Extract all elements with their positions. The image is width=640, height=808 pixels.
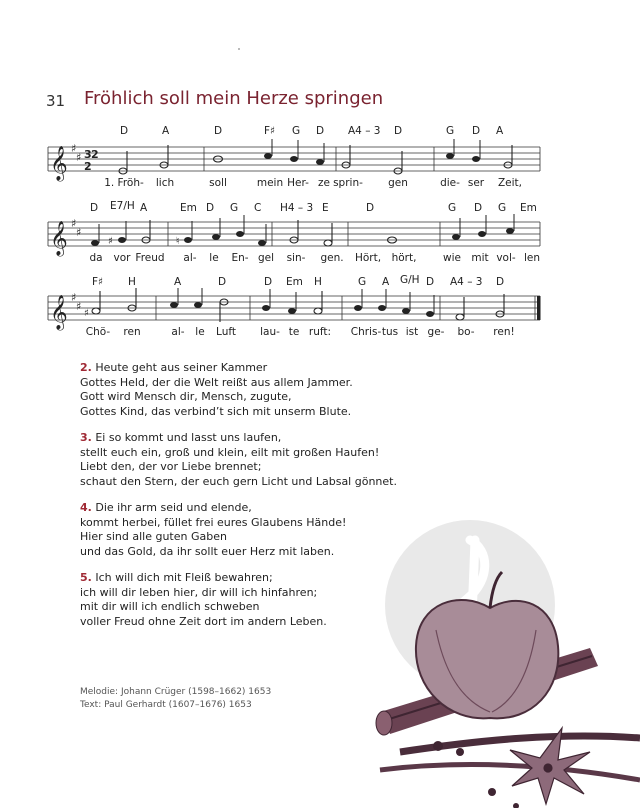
chord: D	[264, 276, 273, 288]
svg-text:♯: ♯	[71, 291, 77, 304]
chord: E	[322, 202, 329, 214]
lyric-syllable: 1. Fröh-	[104, 177, 144, 189]
verse-line: Gottes Held, der die Welt reißt aus allem Jammer.	[80, 375, 353, 389]
text-credit: Text: Paul Gerhardt (1607–1676) 1653	[80, 699, 252, 710]
lyric-syllable: ist	[405, 326, 419, 338]
chord: D	[316, 125, 325, 137]
svg-text:♮: ♮	[176, 236, 180, 247]
lyric-syllable: ser	[467, 177, 485, 189]
chord: F♯	[92, 276, 104, 288]
chord: Em	[286, 276, 303, 288]
verse-line: mit dir will ich endlich schweben	[80, 600, 260, 614]
lyric-syllable: soll	[209, 177, 227, 189]
lyric-syllable: Chö-	[85, 326, 111, 338]
chord: A	[496, 125, 504, 137]
song-number: 31	[46, 92, 66, 110]
key-signature	[71, 291, 81, 313]
lyric-syllable: ge-	[427, 326, 445, 338]
final-barline	[537, 296, 541, 320]
lyric-syllable: ruft:	[308, 326, 332, 338]
lyric-syllable: bo-	[457, 326, 475, 338]
time-signature	[84, 148, 99, 173]
verse-line	[80, 501, 346, 516]
treble-clef-icon	[50, 146, 68, 182]
lyric-syllable: vol-	[496, 252, 516, 264]
chord: D	[214, 125, 223, 137]
lyric-syllable: Her-	[287, 177, 309, 189]
verse-line: Gottes Kind, das verbind’t sich mit unserm Blute.	[80, 404, 352, 418]
lyric-syllable: len	[523, 252, 541, 264]
verse-number: 5.	[80, 571, 92, 584]
verse-line: schaut den Stern, der euch gern Licht und Labsal gönnet.	[80, 474, 397, 488]
verse-number: 4.	[80, 501, 92, 514]
clove-icon	[433, 741, 519, 808]
lyric-syllable: hört,	[391, 252, 417, 264]
verse-text: Heute geht aus seiner Kammer	[95, 361, 268, 374]
music-system-3	[40, 274, 630, 342]
chord: D	[472, 125, 481, 137]
verse-line: Hier sind alle guten Gaben	[80, 530, 227, 544]
verse-number: 3.	[80, 431, 92, 444]
lyric-syllable: ze	[318, 177, 330, 189]
verse-line: stellt euch ein, groß und klein, eilt mit großen Haufen!	[80, 445, 380, 459]
verse-line: voller Freud ohne Zeit dort im andern Leben.	[80, 614, 327, 628]
verse-3	[80, 431, 397, 489]
chord: A	[382, 276, 390, 288]
lyric-syllable: Zeit,	[497, 177, 523, 189]
chord: G	[292, 125, 301, 137]
lyric-syllable: mit	[471, 252, 489, 264]
svg-text:♯: ♯	[76, 300, 82, 313]
lyric-syllable: al-	[171, 326, 185, 338]
svg-text:♯: ♯	[71, 142, 77, 155]
lyric-syllable: ren!	[493, 326, 515, 338]
lyric-syllable: wie	[443, 252, 461, 264]
svg-text:2: 2	[91, 148, 99, 161]
svg-text:𝄞: 𝄞	[50, 146, 68, 181]
treble-clef-icon	[50, 221, 68, 257]
treble-clef-icon	[50, 295, 68, 331]
key-signature	[71, 217, 81, 239]
music-system-1	[40, 125, 630, 193]
song-title: Fröhlich soll mein Herze springen	[84, 88, 384, 109]
chord: D	[426, 276, 435, 288]
lyric-syllable: Luft	[216, 326, 236, 338]
svg-text:3: 3	[84, 148, 92, 161]
chord: D	[120, 125, 129, 137]
christmas-spice-illustration	[340, 520, 640, 808]
chord: Em	[180, 202, 197, 214]
lyric-syllable: mein	[256, 177, 284, 189]
verse-line	[80, 431, 397, 446]
lyric-syllable: lau-	[260, 326, 280, 338]
lyric-syllable: le	[209, 252, 219, 264]
lyric-syllable: gen.	[320, 252, 344, 264]
verse-4	[80, 501, 346, 559]
chord: H	[128, 276, 136, 288]
lyric-syllable: lich	[155, 177, 175, 189]
chord: D	[90, 202, 99, 214]
verse-5	[80, 571, 327, 629]
chord: G	[358, 276, 367, 288]
lyric-syllable: tus	[381, 326, 399, 338]
svg-text:2: 2	[84, 160, 92, 173]
chord: G	[498, 202, 507, 214]
lyric-syllable: gen	[388, 177, 408, 189]
chord: G	[448, 202, 457, 214]
lyric-syllable: da	[89, 252, 103, 264]
svg-text:♯: ♯	[84, 308, 89, 319]
lyric-syllable: Chris-	[350, 326, 382, 338]
chord: A	[140, 202, 148, 214]
chord: D	[496, 276, 505, 288]
verse-line: kommt herbei, füllet frei eures Glaubens Hände!	[80, 515, 347, 529]
svg-text:♯: ♯	[71, 217, 77, 230]
chord: F♯	[264, 125, 276, 137]
chord: D	[394, 125, 403, 137]
lyric-syllable: die-	[440, 177, 460, 189]
chord: G	[230, 202, 239, 214]
verse-text: Die ihr arm seid und elende,	[95, 501, 252, 514]
chord: D	[474, 202, 483, 214]
vanilla-pod-icon	[380, 736, 640, 780]
chord: D	[206, 202, 215, 214]
key-signature	[71, 142, 81, 164]
lyric-syllable: al-	[183, 252, 197, 264]
chord: A4 – 3	[450, 276, 483, 288]
lyric-syllable: te	[288, 326, 300, 338]
chord: G	[446, 125, 455, 137]
chord: D	[218, 276, 227, 288]
chord: H4 – 3	[280, 202, 314, 214]
melody-credit: Melodie: Johann Crüger (1598–1662) 1653	[80, 687, 272, 697]
verse-line: ich will dir leben hier, dir will ich hinfahren;	[80, 585, 318, 599]
verse-line	[80, 361, 353, 376]
lyric-syllable: Hört,	[354, 252, 382, 264]
chord: A4 – 3	[348, 125, 381, 137]
lyric-syllable: En-	[231, 252, 249, 264]
page-mark	[238, 48, 240, 50]
verse-line: Gott wird Mensch dir, Mensch, zugute,	[80, 390, 292, 404]
lyric-syllable: gel	[257, 252, 275, 264]
verse-text: Ich will dich mit Fleiß bewahren;	[95, 571, 273, 584]
lyric-syllable: ren	[123, 326, 141, 338]
chord: A	[174, 276, 182, 288]
svg-text:♯: ♯	[108, 236, 113, 247]
lyric-syllable: Freud	[135, 252, 165, 264]
music-system-2	[40, 200, 630, 268]
svg-text:♯: ♯	[76, 151, 82, 164]
svg-text:𝄞: 𝄞	[50, 295, 68, 330]
verse-number: 2.	[80, 361, 92, 374]
chord: G/H	[400, 274, 420, 286]
chord: D	[366, 202, 375, 214]
verse-text: Ei so kommt und lasst uns laufen,	[95, 431, 282, 444]
lyric-syllable: le	[195, 326, 205, 338]
verse-line: und das Gold, da ihr sollt euer Herz mit laben.	[80, 544, 335, 558]
verse-2	[80, 361, 353, 419]
credits	[80, 686, 271, 711]
chord: C	[254, 202, 262, 214]
svg-text:♯: ♯	[76, 226, 82, 239]
chord: A	[162, 125, 170, 137]
svg-text:𝄞: 𝄞	[50, 221, 68, 256]
lyric-syllable: sprin-	[333, 177, 363, 189]
chord: Em	[520, 202, 537, 214]
lyric-syllable: vor	[113, 252, 131, 264]
verse-line	[80, 571, 327, 586]
chord: H	[314, 276, 322, 288]
lyric-syllable: sin-	[286, 252, 306, 264]
verse-line: Liebt den, der vor Liebe brennet;	[80, 460, 262, 474]
chord: E7/H	[110, 200, 135, 212]
